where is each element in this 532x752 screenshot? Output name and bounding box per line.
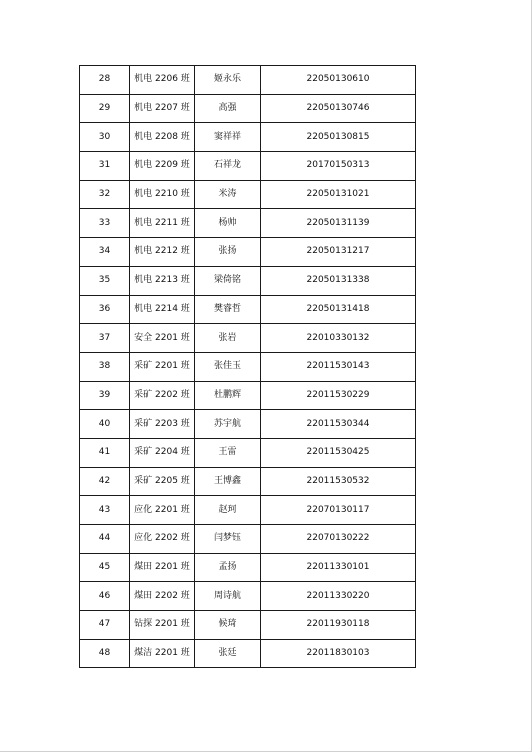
- row-number: 43: [80, 496, 130, 525]
- row-number: 32: [80, 180, 130, 209]
- class-name: 采矿 2204 班: [130, 438, 195, 467]
- table-row: [80, 352, 416, 381]
- table-row: [80, 324, 416, 353]
- student-name: 米涛: [195, 180, 261, 209]
- student-id: 22011530229: [261, 381, 416, 410]
- student-name: 王博鑫: [195, 467, 261, 496]
- class-name: 机电 2214 班: [130, 295, 195, 324]
- class-name: 机电 2212 班: [130, 238, 195, 267]
- student-id: 22050131021: [261, 180, 416, 209]
- student-id: 22011930118: [261, 611, 416, 640]
- row-number: 36: [80, 295, 130, 324]
- student-name: 高强: [195, 94, 261, 123]
- row-number: 33: [80, 209, 130, 238]
- student-id: 22050130610: [261, 66, 416, 95]
- student-name: 苏宇航: [195, 410, 261, 439]
- class-name: 应化 2201 班: [130, 496, 195, 525]
- row-number: 46: [80, 582, 130, 611]
- student-id: 22050130746: [261, 94, 416, 123]
- row-number: 41: [80, 438, 130, 467]
- row-number: 31: [80, 152, 130, 181]
- student-name: 闫梦钰: [195, 525, 261, 554]
- student-id: 22070130222: [261, 525, 416, 554]
- table-row: [80, 467, 416, 496]
- student-id: 22050131139: [261, 209, 416, 238]
- class-name: 煤田 2202 班: [130, 582, 195, 611]
- class-name: 安全 2201 班: [130, 324, 195, 353]
- table-row: [80, 209, 416, 238]
- student-name: 石祥龙: [195, 152, 261, 181]
- row-number: 48: [80, 639, 130, 668]
- student-id: 22070130117: [261, 496, 416, 525]
- row-number: 39: [80, 381, 130, 410]
- student-name: 张佳玉: [195, 352, 261, 381]
- table-row: [80, 410, 416, 439]
- row-number: 40: [80, 410, 130, 439]
- student-id: 22011330101: [261, 553, 416, 582]
- class-name: 采矿 2202 班: [130, 381, 195, 410]
- student-name: 候琦: [195, 611, 261, 640]
- student-id: 22011530143: [261, 352, 416, 381]
- class-name: 采矿 2203 班: [130, 410, 195, 439]
- student-name: 王雷: [195, 438, 261, 467]
- student-id: 22050131217: [261, 238, 416, 267]
- row-number: 38: [80, 352, 130, 381]
- class-name: 机电 2210 班: [130, 180, 195, 209]
- table-row: [80, 94, 416, 123]
- class-name: 钻探 2201 班: [130, 611, 195, 640]
- student-name: 姬永乐: [195, 66, 261, 95]
- student-name: 窦祥祥: [195, 123, 261, 152]
- class-name: 煤田 2201 班: [130, 553, 195, 582]
- class-name: 机电 2207 班: [130, 94, 195, 123]
- student-name: 杜鹏辉: [195, 381, 261, 410]
- table-row: [80, 295, 416, 324]
- table-row: [80, 525, 416, 554]
- table-row: [80, 238, 416, 267]
- student-name: 周诗航: [195, 582, 261, 611]
- student-name: 樊睿哲: [195, 295, 261, 324]
- student-id: 22011830103: [261, 639, 416, 668]
- row-number: 34: [80, 238, 130, 267]
- student-id: 22050131338: [261, 266, 416, 295]
- class-name: 采矿 2205 班: [130, 467, 195, 496]
- class-name: 机电 2211 班: [130, 209, 195, 238]
- class-name: 采矿 2201 班: [130, 352, 195, 381]
- table-row: [80, 123, 416, 152]
- student-id: 22050130815: [261, 123, 416, 152]
- student-id: 20170150313: [261, 152, 416, 181]
- row-number: 44: [80, 525, 130, 554]
- table-row: [80, 438, 416, 467]
- student-name: 赵珂: [195, 496, 261, 525]
- table-row: [80, 180, 416, 209]
- class-name: 应化 2202 班: [130, 525, 195, 554]
- table-row: [80, 582, 416, 611]
- row-number: 29: [80, 94, 130, 123]
- table-row: [80, 496, 416, 525]
- student-id: 22011530532: [261, 467, 416, 496]
- student-roster-table: [79, 65, 416, 668]
- student-name: 杨帅: [195, 209, 261, 238]
- student-name: 梁倚铭: [195, 266, 261, 295]
- class-name: 煤洁 2201 班: [130, 639, 195, 668]
- student-name: 孟扬: [195, 553, 261, 582]
- student-id: 22011530425: [261, 438, 416, 467]
- roster-body: [80, 66, 416, 668]
- table-row: [80, 381, 416, 410]
- student-id: 22050131418: [261, 295, 416, 324]
- class-name: 机电 2213 班: [130, 266, 195, 295]
- student-id: 22011530344: [261, 410, 416, 439]
- student-name: 张扬: [195, 238, 261, 267]
- class-name: 机电 2206 班: [130, 66, 195, 95]
- row-number: 30: [80, 123, 130, 152]
- student-name: 张岩: [195, 324, 261, 353]
- row-number: 35: [80, 266, 130, 295]
- table-row: [80, 266, 416, 295]
- table-row: [80, 66, 416, 95]
- student-id: 22011330220: [261, 582, 416, 611]
- table-row: [80, 553, 416, 582]
- row-number: 28: [80, 66, 130, 95]
- row-number: 42: [80, 467, 130, 496]
- class-name: 机电 2209 班: [130, 152, 195, 181]
- class-name: 机电 2208 班: [130, 123, 195, 152]
- row-number: 47: [80, 611, 130, 640]
- row-number: 45: [80, 553, 130, 582]
- table-row: [80, 152, 416, 181]
- student-name: 张廷: [195, 639, 261, 668]
- table-row: [80, 639, 416, 668]
- student-id: 22010330132: [261, 324, 416, 353]
- table-row: [80, 611, 416, 640]
- row-number: 37: [80, 324, 130, 353]
